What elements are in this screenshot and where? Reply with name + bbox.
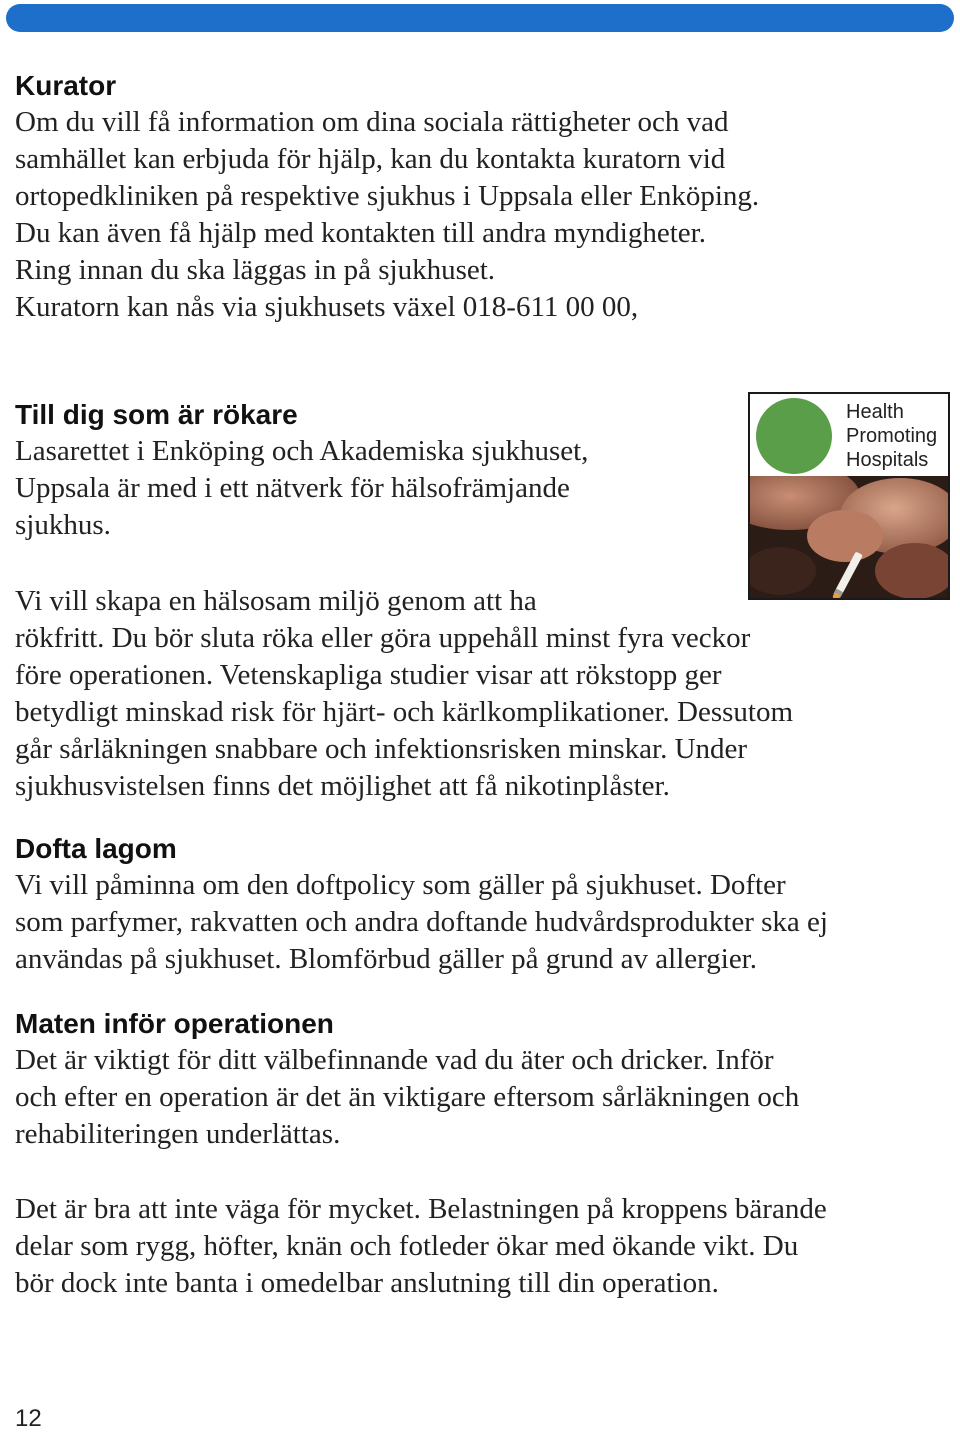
- text-line: och efter en operation är det än viktigare eftersom sårläkningen och: [15, 1081, 800, 1113]
- text-line: Du kan även få hjälp med kontakten till andra myndigheter.: [15, 217, 706, 249]
- logo-text-line: Promoting: [846, 425, 938, 447]
- section-maten-2: [15, 1191, 827, 1302]
- text-line: rehabiliteringen underlättas.: [15, 1118, 341, 1150]
- paragraph-rokare-intro: [15, 433, 588, 544]
- text-line: Kuratorn kan nås via sjukhusets växel 018-611 00 00,: [15, 291, 639, 323]
- text-line: som parfymer, rakvatten och andra doftande hudvårdsprodukter ska ej: [15, 906, 828, 938]
- paragraph-dofta: [15, 867, 828, 978]
- text-line: ortopedkliniken på respektive sjukhus i Uppsala eller Enköping.: [15, 180, 760, 212]
- text-line: sjukhusvistelsen finns det möjlighet att få nikotinplåster.: [15, 770, 670, 802]
- green-circle-logo-icon: [756, 398, 832, 474]
- top-banner-bar: [6, 4, 954, 32]
- health-promoting-hospitals-image: [748, 392, 950, 600]
- section-dofta: [15, 831, 828, 978]
- text-line: rökfritt. Du bör sluta röka eller göra uppehåll minst fyra veckor: [15, 622, 751, 654]
- page-number: 12: [15, 1405, 42, 1432]
- section-rokare: [15, 397, 588, 544]
- text-line: Det är viktigt för ditt välbefinnande vad du äter och dricker. Inför: [15, 1044, 774, 1076]
- text-line: Vi vill skapa en hälsosam miljö genom att ha: [15, 585, 537, 617]
- text-line: Vi vill påminna om den doftpolicy som gäller på sjukhuset. Dofter: [15, 869, 786, 901]
- logo-header: [750, 394, 948, 476]
- text-line: Lasarettet i Enköping och Akademiska sjukhuset,: [15, 435, 589, 467]
- section-kurator: [15, 68, 759, 326]
- text-line: Om du vill få information om dina sociala rättigheter och vad: [15, 106, 729, 138]
- smoking-hands-photo: [750, 476, 948, 598]
- heading-maten: Maten inför operationen: [15, 1008, 334, 1039]
- heading-kurator: Kurator: [15, 70, 117, 101]
- logo-text-line: Health: [846, 401, 904, 423]
- section-maten: [15, 1006, 799, 1153]
- text-line: samhället kan erbjuda för hjälp, kan du kontakta kuratorn vid: [15, 143, 726, 175]
- text-line: bör dock inte banta i omedelbar anslutning till din operation.: [15, 1267, 719, 1299]
- paragraph-kurator: [15, 104, 759, 326]
- text-line: Det är bra att inte väga för mycket. Belastningen på kroppens bärande: [15, 1193, 827, 1225]
- paragraph-rokare-body: [15, 583, 793, 805]
- paragraph-maten-1: [15, 1042, 799, 1153]
- heading-dofta: Dofta lagom: [15, 833, 177, 864]
- text-line: före operationen. Vetenskapliga studier visar att rökstopp ger: [15, 659, 722, 691]
- section-rokare-body: [15, 583, 793, 805]
- paragraph-maten-2: [15, 1191, 827, 1302]
- logo-text: [846, 400, 937, 472]
- logo-text-line: Hospitals: [846, 449, 929, 471]
- text-line: delar som rygg, höfter, knän och fotleder ökar med ökande vikt. Du: [15, 1230, 799, 1262]
- text-line: sjukhus.: [15, 509, 111, 541]
- text-line: Ring innan du ska läggas in på sjukhuset.: [15, 254, 496, 286]
- text-line: går sårläkningen snabbare och infektionsrisken minskar. Under: [15, 733, 748, 765]
- text-line: användas på sjukhuset. Blomförbud gäller på grund av allergier.: [15, 943, 757, 975]
- heading-rokare: Till dig som är rökare: [15, 399, 298, 430]
- text-line: Uppsala är med i ett nätverk för hälsofrämjande: [15, 472, 570, 504]
- text-line: betydligt minskad risk för hjärt- och kärlkomplikationer. Dessutom: [15, 696, 794, 728]
